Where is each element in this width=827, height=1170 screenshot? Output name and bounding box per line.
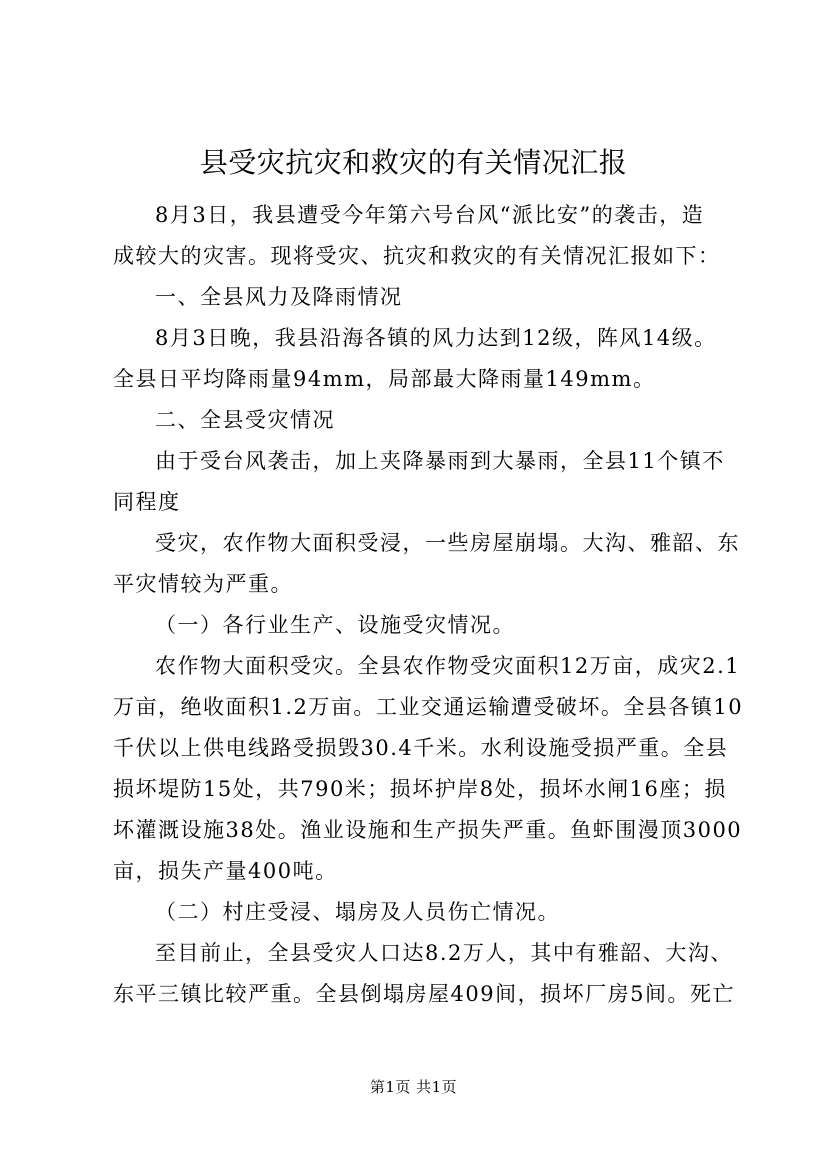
body-line: 全县日平均降雨量94mm，局部最大降雨量149mm。 bbox=[113, 367, 656, 391]
body-line: 损坏堤防15处，共790米；损坏护岸8处，损坏水闸16座；损 bbox=[113, 777, 727, 801]
body-line: 坏灌溉设施38处。渔业设施和生产损失严重。鱼虾围漫顶3000 bbox=[113, 818, 743, 842]
body-line: 一、全县风力及降雨情况 bbox=[155, 285, 403, 309]
body-line: 农作物大面积受灾。全县农作物受灾面积12万亩，成灾2.1 bbox=[155, 654, 741, 678]
body-line: 8月3日晚，我县沿海各镇的风力达到12级，阵风14级。 bbox=[155, 326, 717, 350]
body-line: 二、全县受灾情况 bbox=[155, 408, 335, 432]
body-line: 东平三镇比较严重。全县倒塌房屋409间，损坏厂房5间。死亡 bbox=[113, 982, 735, 1006]
body-line: 8月3日，我县遭受今年第六号台风“派比安”的袭击，造 bbox=[155, 203, 705, 227]
body-line: 千伏以上供电线路受损毁30.4千米。水利设施受损严重。全县 bbox=[113, 736, 729, 760]
document-body bbox=[113, 195, 753, 1015]
body-line: 同程度 bbox=[113, 490, 181, 514]
body-line: 由于受台风袭击，加上夹降暴雨到大暴雨，全县11个镇不 bbox=[155, 449, 725, 473]
document-title: 县受灾抗灾和救灾的有关情况汇报 bbox=[199, 146, 628, 179]
page-footer: 第1页 共1页 bbox=[369, 1078, 458, 1096]
body-line: 亩，损失产量400吨。 bbox=[113, 859, 338, 883]
body-line: 至目前止，全县受灾人口达8.2万人，其中有雅韶、大沟、 bbox=[155, 941, 733, 965]
body-line: （一）各行业生产、设施受灾情况。 bbox=[155, 613, 515, 637]
body-line: （二）村庄受浸、塌房及人员伤亡情况。 bbox=[155, 900, 560, 924]
body-line: 平灾情较为严重。 bbox=[113, 572, 293, 596]
body-line: 成较大的灾害。现将受灾、抗灾和救灾的有关情况汇报如下： bbox=[113, 244, 721, 268]
body-line: 受灾，农作物大面积受浸，一些房屋崩塌。大沟、雅韶、东 bbox=[155, 531, 740, 555]
body-line: 万亩，绝收面积1.2万亩。工业交通运输遭受破坏。全县各镇10 bbox=[113, 695, 744, 719]
